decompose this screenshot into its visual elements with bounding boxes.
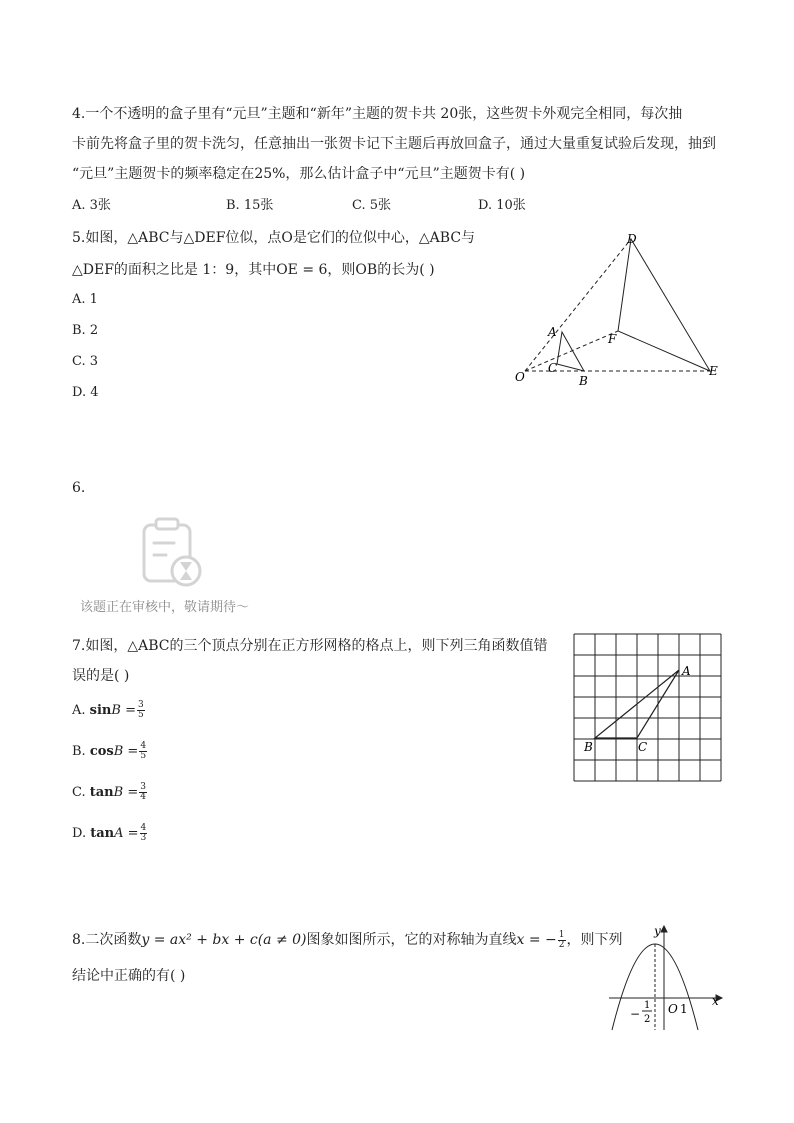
q7-option-b[interactable]: B. cosB = $\frac{4}{5}$	[72, 741, 147, 761]
q7-option-c-prefix: C.	[72, 785, 90, 800]
q7-option-a-prefix: A.	[72, 703, 90, 718]
q7-option-b-prefix: B.	[72, 744, 90, 759]
q8-text-line2: 结论中正确的有( )	[72, 968, 186, 984]
q7-option-b-den: 5	[140, 751, 147, 761]
q4-text-line2: 卡前先将盒子里的贺卡洗匀，任意抽出一张贺卡记下主题后再放回盒子，通过大量重复试验后发现，抽到	[72, 136, 716, 152]
label-A: A	[548, 325, 557, 339]
q7-option-a-num: 3	[137, 700, 144, 710]
line-OD	[525, 239, 631, 371]
q8-axis-eq: x = −	[516, 932, 557, 948]
q7-option-c-fraction	[139, 783, 147, 802]
label-neg: −	[630, 1007, 641, 1021]
q5-option-d[interactable]: D. 4	[72, 385, 99, 400]
q7-option-a-var: B	[111, 703, 121, 718]
label-B: B	[584, 740, 593, 754]
q7-grid-figure	[570, 632, 726, 784]
label-D: D	[627, 232, 637, 246]
y-axis-arrow	[661, 926, 667, 932]
q7-option-d-prefix: D.	[72, 826, 91, 841]
q8-tail-text: ，则下列	[566, 932, 623, 948]
q7-option-c[interactable]: C. tanB = $\frac{3}{4}$	[72, 782, 146, 802]
q8-text-line1	[72, 930, 623, 950]
q8-mid-text: 图象如图所示，它的对称轴为直线	[306, 932, 517, 948]
q7-option-b-var: B	[113, 744, 124, 759]
label-x: x	[712, 994, 719, 1008]
square-grid	[574, 634, 721, 781]
q7-text-line2: 误的是( )	[72, 668, 130, 684]
q7-option-d-fn: tan	[90, 826, 115, 841]
q7-option-a-fraction	[137, 701, 145, 720]
q5-homothety-figure	[505, 225, 730, 390]
q6-number: 6.	[72, 480, 86, 496]
q8-axis-fraction	[558, 931, 566, 950]
q7-option-c-fn: tan	[89, 785, 114, 800]
label-half-den: 2	[644, 1014, 651, 1025]
q5-text-line1: 5.如图，△ABC与△DEF位似，点O是它们的位似中心，△ABC与	[72, 230, 476, 246]
q7-option-d[interactable]: D. tanA = $\frac{4}{3}$	[72, 823, 147, 843]
q5-option-c[interactable]: C. 3	[72, 354, 99, 369]
q7-option-d-fraction	[140, 824, 148, 843]
q7-option-a[interactable]: A. sinB = $\frac{3}{5}$	[72, 700, 144, 720]
q4-option-b[interactable]: B. 15张	[226, 198, 274, 213]
clipboard-hourglass-icon	[138, 515, 208, 587]
q7-option-c-var: B	[113, 785, 124, 800]
q5-option-a[interactable]: A. 1	[72, 292, 98, 307]
label-C: C	[638, 740, 648, 754]
q5-text-line2: △DEF的面积之比是 1：9，其中OE = 6，则OB的长为( )	[72, 262, 435, 278]
q7-option-c-num: 3	[140, 782, 146, 792]
q7-option-b-num: 4	[140, 741, 147, 751]
q4-option-c[interactable]: C. 5张	[352, 198, 392, 213]
q8-axis-num: 1	[558, 929, 565, 940]
q8-axis-den: 2	[558, 939, 565, 950]
q4-option-a[interactable]: A. 3张	[72, 198, 111, 213]
q8-formula: y = ax² + bx + c(a ≠ 0)	[141, 932, 307, 948]
q4-option-d[interactable]: D. 10张	[478, 198, 526, 213]
label-E: E	[709, 364, 718, 378]
q7-option-d-num: 4	[140, 823, 147, 833]
label-one: 1	[680, 1002, 688, 1016]
q7-option-b-fraction	[139, 742, 147, 761]
q5-option-b[interactable]: B. 2	[72, 323, 99, 338]
label-F: F	[608, 332, 617, 346]
q7-option-b-fn: cos	[89, 744, 114, 759]
label-origin: O	[668, 1002, 678, 1016]
label-A: A	[682, 664, 691, 678]
label-O: O	[515, 370, 525, 384]
q7-option-a-fn: sin	[89, 703, 112, 718]
q4-text-line3: “元旦”主题贺卡的频率稳定在25%，那么估计盒子中“元旦”主题贺卡有( )	[72, 166, 526, 182]
q6-pending-text: 该题正在审核中，敬请期待～	[80, 600, 250, 615]
q7-option-d-den: 3	[140, 833, 147, 843]
q7-text-line1: 7.如图，△ABC的三个顶点分别在正方形网格的格点上，则下列三角函数值错	[72, 638, 548, 654]
q7-option-a-den: 5	[137, 710, 144, 720]
q8-lead-text: 8.二次函数	[72, 932, 142, 948]
q7-option-c-den: 4	[140, 792, 146, 802]
q7-option-d-var: A	[114, 826, 124, 841]
label-y: y	[654, 924, 661, 938]
label-half-num: 1	[644, 1000, 651, 1011]
triangle-DEF	[618, 239, 710, 371]
line-OF	[525, 331, 618, 371]
label-B: B	[579, 374, 588, 388]
q8-parabola-figure	[604, 922, 726, 1034]
q4-text-line1: 4.一个不透明的盒子里有“元旦”主题和“新年”主题的贺卡共 20张，这些贺卡外观完全相同，每次抽	[72, 106, 683, 122]
label-C: C	[548, 361, 558, 375]
